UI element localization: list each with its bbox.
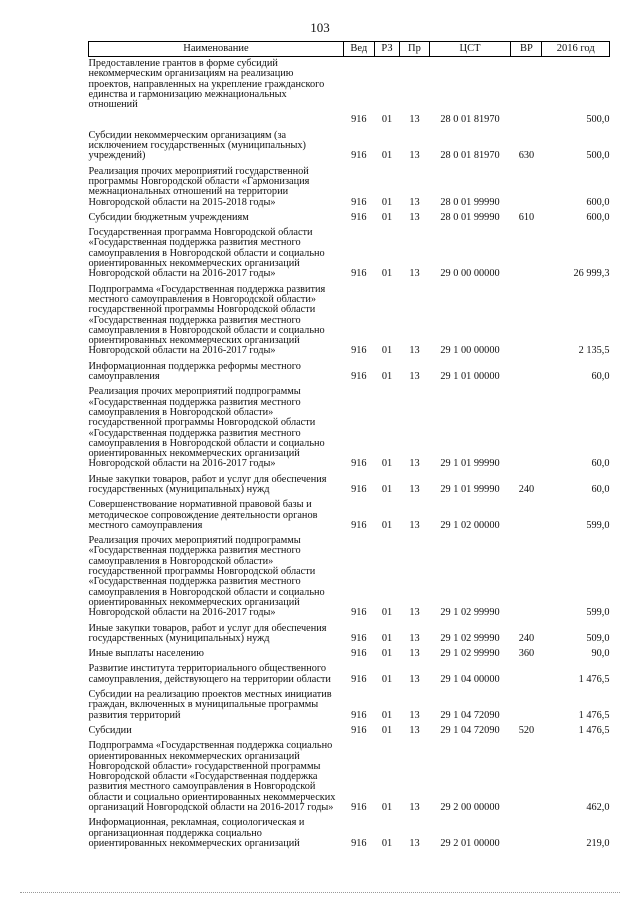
row-pr: 13 (409, 196, 420, 208)
row-pr (400, 57, 429, 114)
table-row (89, 283, 610, 360)
row-vr (511, 165, 542, 211)
row-pr: 13 (409, 837, 420, 849)
row-name: Реализация прочих мероприятий подпрограммы «Государственная поддержка развития местного самоуправления в Новгородской области» государственной программы Новгородской области «Государственная поддержка развития местного самоуправления в Новгородской области и социально ориентированных некоммерческих организаций Новгородской области на 2016-2017 годы» (88, 535, 325, 619)
row-pr: 13 (409, 371, 420, 383)
row-pr: 13 (409, 724, 420, 736)
table-row (89, 385, 610, 472)
row-pr: 13 (409, 632, 420, 644)
row-name (89, 113, 344, 128)
row-rz: 01 (381, 114, 393, 126)
header-cst: ЦСТ (429, 42, 511, 57)
row-vr: 360 (518, 648, 535, 660)
row-rz: 01 (381, 648, 393, 660)
row-amount: 2 135,5 (578, 345, 610, 357)
row-amount: 60,0 (591, 483, 610, 495)
row-amount: 600,0 (586, 211, 610, 223)
row-vr (511, 662, 542, 688)
row-amount: 60,0 (591, 458, 610, 470)
table-row (89, 57, 610, 114)
row-name: Развитие института территориального общественного самоуправления, действующего на территории области (88, 663, 331, 685)
table-row (89, 534, 610, 621)
row-pr: 13 (409, 150, 420, 162)
page-number: 103 (310, 20, 330, 35)
row-cst: 29 1 04 72090 (440, 724, 500, 736)
row-pr: 13 (409, 519, 420, 531)
table-row (89, 739, 610, 816)
row-rz: 01 (381, 519, 393, 531)
row-amount: 500,0 (586, 150, 610, 162)
row-amount: 599,0 (586, 607, 610, 619)
row-amount: 462,0 (586, 802, 610, 813)
row-pr: 13 (409, 709, 420, 721)
row-vr (511, 113, 542, 128)
row-rz: 01 (381, 196, 393, 208)
row-name: Информационная поддержка реформы местного самоуправления (88, 360, 301, 383)
row-pr: 13 (409, 607, 420, 619)
row-amount: 599,0 (586, 519, 610, 531)
row-rz (374, 57, 400, 114)
row-vr (511, 226, 542, 282)
table-row (89, 473, 610, 499)
row-vr: 520 (518, 724, 535, 736)
row-cst: 29 2 00 00000 (440, 802, 500, 813)
row-name: Подпрограмма «Государственная поддержка развития местного самоуправления в Новгородской области» государственной программы Новгородской области «Государственная поддержка развития местного самоуправления в Новгородской области и социально ориентированных некоммерческих организаций Новгородской области на 2016-2017 годы» (88, 283, 326, 357)
row-rz: 01 (381, 345, 393, 357)
row-ved: 916 (351, 458, 367, 470)
row-cst: 28 0 01 99990 (440, 196, 500, 208)
header-ved: Вед (343, 42, 374, 57)
row-name: Информационная, рекламная, социологическая и организационная поддержка социально ориентированных некоммерческих организаций (88, 817, 305, 849)
row-vr (511, 688, 542, 724)
row-name: Иные выплаты населению (88, 648, 205, 660)
table-row (89, 211, 610, 226)
row-ved: 916 (351, 371, 367, 383)
row-amount: 60,0 (591, 371, 610, 383)
row-vr (511, 283, 542, 360)
row-name: Государственная программа Новгородской области «Государственная поддержка развития местного самоуправления в Новгородской области и социально ориентированных некоммерческих организаций Новгородской области на 2016-2017 годы» (88, 227, 325, 280)
table-row (89, 498, 610, 534)
row-ved: 916 (351, 211, 367, 223)
row-amount: 219,0 (586, 837, 610, 849)
row-cst: 29 1 01 00000 (440, 371, 500, 383)
row-name: Подпрограмма «Государственная поддержка социально ориентированных некоммерческих организаций Новгородской области» государственной программы Новгородской области «Государственная поддержка развития местного самоуправления в Новгородской области и социально ориентированных некоммерческих организаций Новгородской области на 2016-2017 годы» (88, 740, 336, 813)
row-pr: 13 (409, 268, 420, 280)
row-name: Реализация прочих мероприятий подпрограммы «Государственная поддержка развития местного самоуправления в Новгородской области» государственной программы Новгородской области «Государственная поддержка развития местного самоуправления в Новгородской области и социально ориентированных некоммерческих организаций Новгородской области на 2016-2017 годы» (88, 386, 325, 470)
row-vr (511, 360, 542, 386)
row-ved: 916 (351, 607, 367, 619)
row-rz: 01 (381, 837, 393, 849)
row-ved: 916 (351, 268, 367, 280)
row-ved: 916 (351, 709, 367, 721)
table-row (89, 662, 610, 688)
row-rz: 01 (381, 211, 393, 223)
table-row (89, 226, 610, 282)
row-ved: 916 (351, 150, 367, 162)
page-bottom-dots (20, 892, 620, 895)
header-rz: РЗ (374, 42, 400, 57)
row-ved: 916 (351, 483, 367, 495)
row-cst: 29 1 02 99990 (440, 648, 500, 660)
row-pr: 13 (409, 648, 420, 660)
row-cst: 28 0 01 99990 (440, 211, 500, 223)
row-vr (511, 816, 542, 852)
table-row (89, 622, 610, 648)
row-pr: 13 (409, 458, 420, 470)
row-amount: 1 476,5 (578, 673, 610, 685)
row-cst: 29 2 01 00000 (440, 837, 500, 849)
row-pr: 13 (409, 802, 420, 813)
table-row (89, 129, 610, 165)
row-cst: 29 1 00 00000 (440, 345, 500, 357)
header-amount: 2016 год (542, 42, 610, 57)
row-name: Иные закупки товаров, работ и услуг для обеспечения государственных (муниципальных) нужд (88, 622, 327, 644)
row-ved: 916 (351, 114, 367, 126)
row-cst: 29 1 01 99990 (440, 458, 500, 470)
row-rz: 01 (381, 458, 393, 470)
row-name: Реализация прочих мероприятий государственной программы Новгородской области «Гармонизация межнациональных отношений на территории Новгородской области на 2015-2018 годы» (88, 165, 310, 208)
row-ved: 916 (351, 837, 367, 849)
row-amount: 1 476,5 (578, 709, 610, 721)
row-cst: 29 1 04 72090 (440, 709, 500, 721)
table-header-row (89, 42, 610, 57)
row-ved: 916 (351, 673, 367, 685)
row-ved (343, 57, 374, 114)
row-vr (511, 739, 542, 816)
header-pr: Пр (400, 42, 429, 57)
table-row (89, 724, 610, 739)
row-vr (511, 498, 542, 534)
row-rz: 01 (381, 371, 393, 383)
row-pr: 13 (409, 211, 420, 223)
row-amount: 509,0 (586, 632, 610, 644)
row-ved: 916 (351, 632, 367, 644)
row-rz: 01 (381, 268, 393, 280)
row-pr: 13 (409, 114, 420, 126)
row-ved: 916 (351, 724, 367, 736)
row-amount: 26 999,3 (573, 268, 610, 280)
row-cst: 28 0 01 81970 (440, 150, 500, 162)
row-pr: 13 (409, 673, 420, 685)
row-cst: 29 1 02 99990 (440, 632, 500, 644)
table-row (89, 165, 610, 211)
table-row (89, 360, 610, 386)
row-rz: 01 (381, 673, 393, 685)
row-cst: 29 1 04 00000 (440, 673, 500, 685)
row-ved: 916 (351, 196, 367, 208)
row-rz: 01 (381, 483, 393, 495)
row-amount: 1 476,5 (578, 724, 610, 736)
table-row (89, 688, 610, 724)
row-amount: 500,0 (586, 114, 610, 126)
row-cst (429, 57, 511, 114)
row-name: Субсидии на реализацию проектов местных инициатив граждан, включенных в муниципальные программы развития территорий (88, 689, 332, 721)
row-pr: 13 (409, 345, 420, 357)
row-vr: 630 (518, 150, 535, 162)
row-name: Предоставление грантов в форме субсидий некоммерческим организациям на реализацию проектов, направленных на укрепление гражданского единства и гармонизацию межнациональных отношений (88, 58, 325, 111)
table-row (89, 647, 610, 662)
table-row (89, 113, 610, 128)
row-cst: 29 1 02 00000 (440, 519, 500, 531)
row-ved: 916 (351, 519, 367, 531)
row-amount: 90,0 (591, 648, 610, 660)
row-rz: 01 (381, 607, 393, 619)
row-rz: 01 (381, 724, 393, 736)
row-rz: 01 (381, 709, 393, 721)
row-name: Субсидии некоммерческим организациям (за исключением государственных (муниципальных) учреждений) (88, 129, 306, 162)
row-name: Субсидии бюджетным учреждениям (88, 211, 249, 223)
row-cst: 29 1 01 99990 (440, 483, 500, 495)
row-rz: 01 (381, 802, 393, 813)
row-amount (542, 57, 610, 114)
row-vr: 610 (518, 211, 535, 223)
table-body (89, 57, 610, 853)
row-cst: 29 1 02 99990 (440, 607, 500, 619)
row-cst: 28 0 01 81970 (440, 114, 500, 126)
row-ved: 916 (351, 345, 367, 357)
row-name: Совершенствование нормативной правовой базы и методическое сопровождение деятельности органов местного самоуправления (88, 499, 318, 531)
row-vr (511, 385, 542, 472)
row-vr (511, 57, 542, 114)
row-pr: 13 (409, 483, 420, 495)
row-vr: 240 (518, 632, 535, 644)
header-name: Наименование (89, 42, 344, 57)
row-cst: 29 0 00 00000 (440, 268, 500, 280)
header-vr: ВР (511, 42, 542, 57)
row-vr: 240 (518, 483, 535, 495)
row-name: Иные закупки товаров, работ и услуг для обеспечения государственных (муниципальных) нужд (88, 473, 327, 495)
row-vr (511, 534, 542, 621)
row-rz: 01 (381, 632, 393, 644)
row-ved: 916 (351, 802, 367, 813)
row-rz: 01 (381, 150, 393, 162)
row-name: Субсидии (88, 724, 132, 736)
row-ved: 916 (351, 648, 367, 660)
row-amount: 600,0 (586, 196, 610, 208)
table-row (89, 816, 610, 852)
budget-table (88, 41, 610, 852)
